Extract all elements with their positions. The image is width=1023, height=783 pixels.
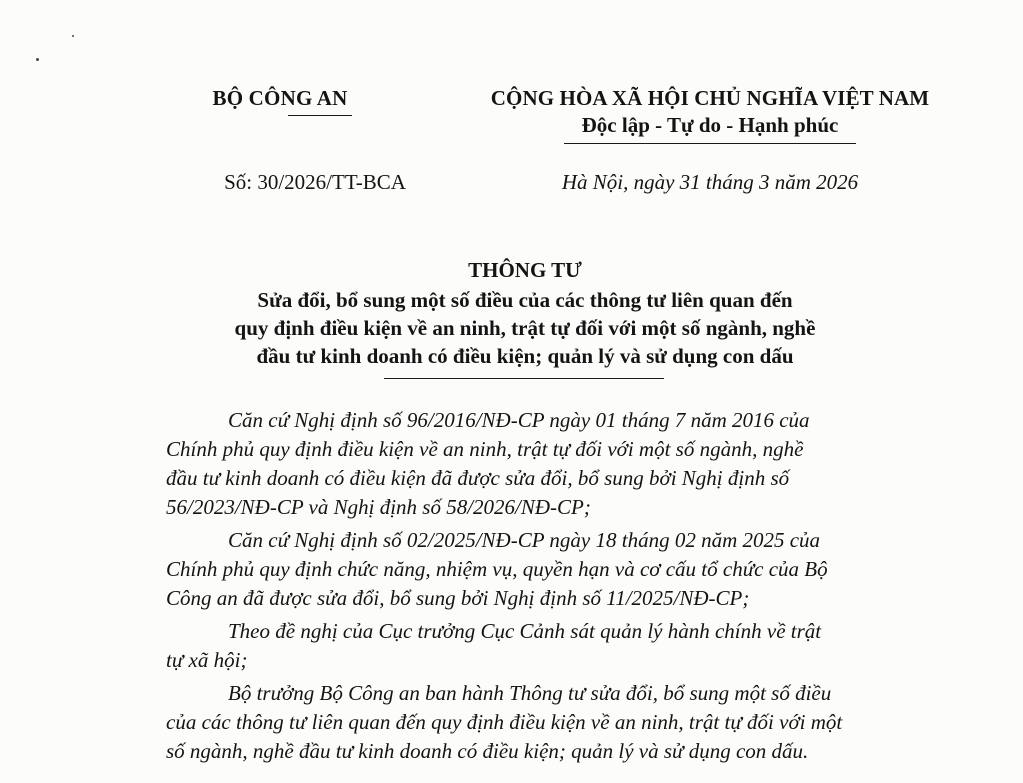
preamble-line: đầu tư kinh doanh có điều kiện đã được sửa đổi, bổ sung bởi Nghị định số [166,466,790,490]
agency-name: BỘ CÔNG AN [212,86,348,110]
title-underline [384,378,664,379]
document-type: THÔNG TƯ [468,258,582,282]
preamble-line: Căn cứ Nghị định số 02/2025/NĐ-CP ngày 18 tháng 02 năm 2025 của [228,528,821,552]
preamble-line: 56/2023/NĐ-CP và Nghị định số 58/2026/NĐ-CP; [166,495,591,519]
preamble-line: Bộ trưởng Bộ Công an ban hành Thông tư sửa đổi, bổ sung một số điều [228,681,832,705]
preamble-line: Theo đề nghị của Cục trưởng Cục Cảnh sát quản lý hành chính về trật [228,619,822,643]
preamble-line: Chính phủ quy định điều kiện về an ninh, trật tự đối với một số ngành, nghề [166,437,804,461]
scan-speck [36,58,39,61]
national-motto: Độc lập - Tự do - Hạnh phúc [581,113,839,137]
preamble-line: Công an đã được sửa đổi, bổ sung bởi Nghị định số 11/2025/NĐ-CP; [166,586,750,610]
national-title: CỘNG HÒA XÃ HỘI CHỦ NGHĨA VIỆT NAM [490,86,930,110]
place-and-date: Hà Nội, ngày 31 tháng 3 năm 2026 [561,170,859,194]
subject-line: Sửa đổi, bổ sung một số điều của các thông tư liên quan đến [257,288,793,312]
scan-speck [72,35,74,37]
document-number: Số: 30/2026/TT-BCA [224,170,406,194]
subject-line: quy định điều kiện về an ninh, trật tự đối với một số ngành, nghề [234,316,816,340]
motto-underline [564,143,856,144]
preamble-line: số ngành, nghề đầu tư kinh doanh có điều kiện; quản lý và sử dụng con dấu. [166,739,809,763]
preamble-line: của các thông tư liên quan đến quy định điều kiện về an ninh, trật tự đối với một [166,710,843,734]
subject-line: đầu tư kinh doanh có điều kiện; quản lý và sử dụng con dấu [256,344,794,368]
preamble-line: Chính phủ quy định chức năng, nhiệm vụ, quyền hạn và cơ cấu tổ chức của Bộ [166,557,828,581]
agency-underline [288,115,352,116]
preamble-line: tự xã hội; [166,648,248,672]
preamble-line: Căn cứ Nghị định số 96/2016/NĐ-CP ngày 01 tháng 7 năm 2016 của [228,408,810,432]
